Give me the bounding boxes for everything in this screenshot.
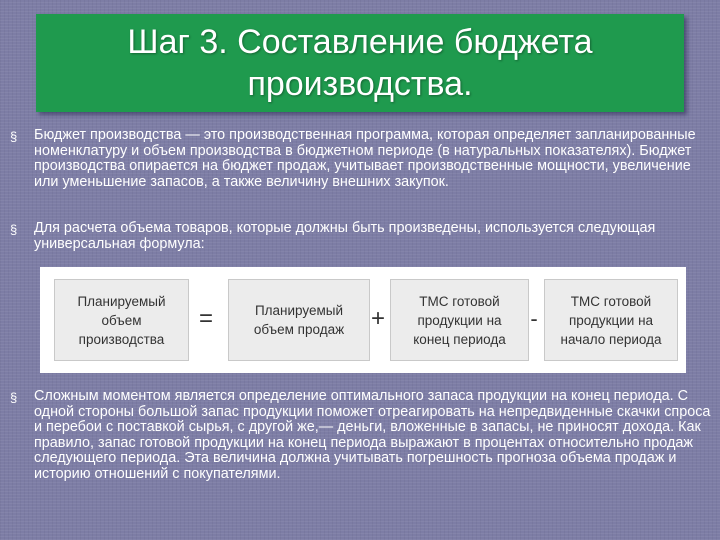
formula-minus-sign: -	[530, 306, 538, 331]
bullet-text: Сложным моментом является определение оптимального запаса продукции на конец периода. С одной стороны большой запас продукции поможет отреагировать на непредвиденные скачки спроса и перебои с поставкой сырья, с другой же,— деньги, вложенные в запасы, не приносят дохода. Как правило, запас готовой продукции на конец периода выражают в процентах относительно продаж следующего периода. Эта величина должна учитывать погрешность прогноза объема продаж и историю отношений с покупателями.	[34, 388, 711, 482]
formula-equals-sign: =	[198, 305, 213, 332]
formula-term-label: ТМС готовой продукции на конец периода	[413, 293, 506, 347]
formula-plus-sign: +	[370, 305, 385, 332]
bullet-item	[10, 389, 712, 483]
formula-term-label: Планируемый объем продаж	[253, 303, 345, 337]
formula-term-label: ТМС готовой продукции на начало периода	[560, 293, 662, 347]
formula-term-end-inventory	[390, 279, 529, 361]
formula-term-start-inventory	[544, 279, 678, 361]
bullet-text: Бюджет производства — это производственная программа, которая определяет запланированные номенклатуру и объем производства в бюджетном периоде (в натуральных показателях). Бюджет производства опирается на бюджет продаж, учитывает производственные мощности, увеличение или уменьшение запасов, а также величину внешних закупок.	[34, 127, 696, 190]
bullet-marker-icon: §	[10, 390, 18, 405]
formula-term-sales-volume	[228, 279, 370, 361]
formula-diagram	[40, 267, 686, 373]
slide-title-line-2: производства.	[247, 65, 473, 103]
formula-term-label: Планируемый объем производства	[77, 293, 166, 347]
bullet-item	[10, 221, 712, 252]
formula-term-production-volume	[54, 279, 189, 361]
bullet-text: Для расчета объема товаров, которые должны быть произведены, используется следующая универсальная формула:	[34, 220, 656, 252]
slide-title-line-1: Шаг 3. Составление бюджета	[127, 23, 593, 61]
bullet-marker-icon: §	[10, 129, 18, 144]
slide-title	[36, 14, 684, 112]
bullet-item	[10, 128, 712, 190]
bullet-marker-icon: §	[10, 222, 18, 237]
